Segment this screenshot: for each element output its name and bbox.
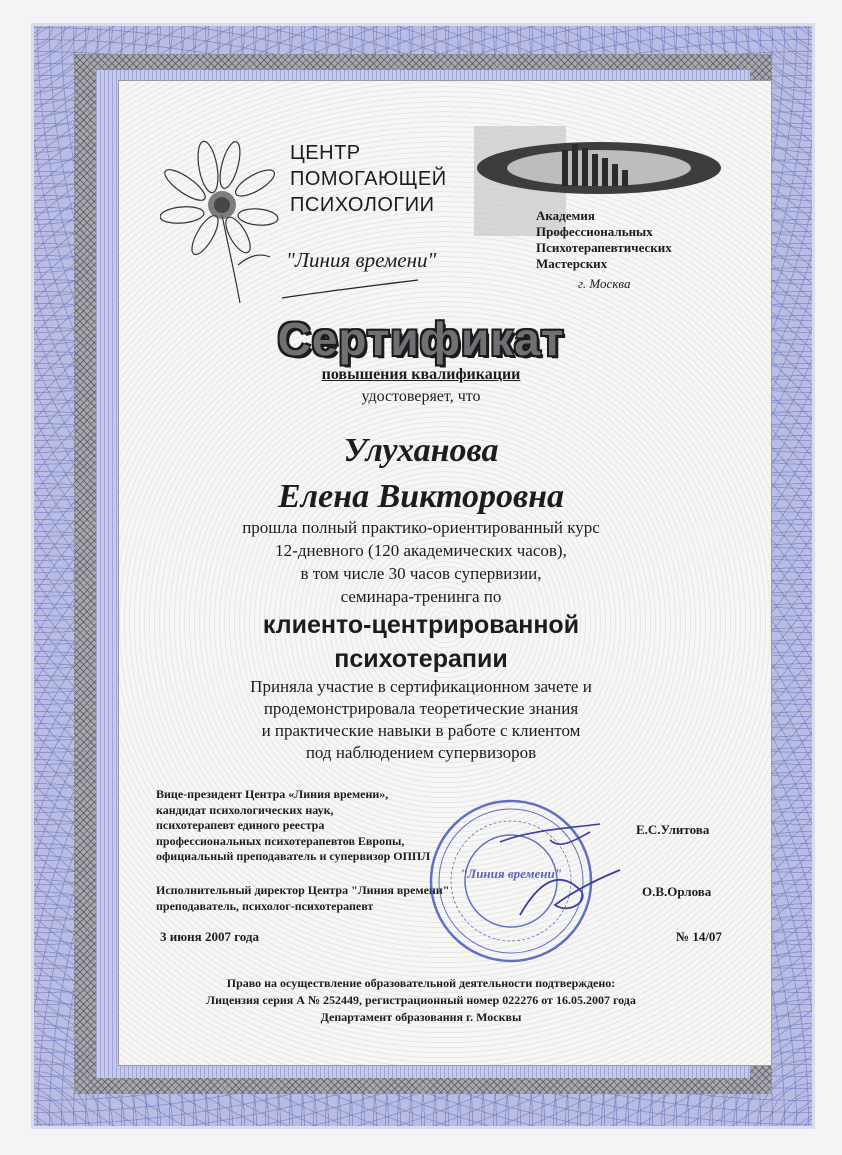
center-name-line: ПОМОГАЮЩЕЙ [290,168,447,190]
issue-date: 3 июня 2007 года [160,929,259,944]
academy-name-line: Академия [536,208,595,223]
signer1-title-line: психотерапевт единого реестра [156,818,325,832]
signer1-title-line: профессиональных психотерапевтов Европы, [156,833,405,848]
recipient-surname: Улуханова [343,432,499,469]
exam-line: и практические навыки в работе с клиентом [261,721,581,740]
signer1-title-line: Вице-президент Центра «Линия времени», [156,787,389,801]
signer1-title-line: официальный преподаватель и супервизор ОППЛ [156,849,431,863]
recipient-given-names: Елена Викторовна [277,478,565,515]
signer1-title [156,787,430,865]
certificate-subtitle [0,366,842,384]
signer2-title-line: Исполнительный директор Центра "Линия времени" [156,883,450,897]
academy-city: г. Москва [578,276,631,291]
center-name-line: ПСИХОЛОГИИ [290,194,435,216]
license-line: Право на осуществление образовательной деятельности подтверждено: [226,976,616,990]
license-line: Лицензия серия А № 252449, регистрационный номер 022276 от 16.05.2007 года [206,993,636,1007]
certificate-number: № 14/07 [676,929,722,944]
certificate-subtitle-text: повышения квалификации [321,366,521,383]
course-subject [0,608,842,676]
signer1-name: Е.С.Улитова [636,822,710,837]
exam-line: под наблюдением супервизоров [305,743,537,762]
underline-flourish-icon [280,278,420,302]
stamp-center-text: "Линия времени" [460,866,562,881]
course-line: семинара-тренинга по [340,587,502,606]
course-description [0,516,842,608]
handwritten-signatures-icon [480,820,630,930]
license-line: Департамент образования г. Москвы [320,1010,522,1024]
center-name-line: ЦЕНТР [290,142,361,164]
course-line: прошла полный практико-ориентированный курс [242,518,600,537]
course-line: в том числе 30 часов супервизии, [300,564,542,583]
signer1-title-line: кандидат психологических наук, [156,802,334,817]
license-info [0,975,842,1026]
academy-name-line: Профессиональных [536,224,653,239]
signer2-name: О.В.Орлова [642,884,712,899]
subject-line: клиенто-центрированной [262,611,580,639]
academy-name [536,208,672,272]
academy-name-line: Психотерапевтических [536,240,672,255]
signer2-title [156,883,449,914]
signer2-title-line: преподаватель, психолог-психотерапевт [156,898,374,913]
exam-description [0,676,842,764]
center-subtitle: "Линия времени" [286,248,437,272]
academy-name-line: Мастерских [536,256,608,271]
certifies-text: удостоверяет, что [361,388,481,405]
certificate-title: Сертификат [277,313,565,365]
exam-line: продемонстрировала теоретические знания [263,699,579,718]
subject-line: психотерапии [334,645,508,673]
center-name [290,140,447,218]
daisy-logo-icon [160,135,280,305]
course-line: 12-дневного (120 академических часов), [275,541,567,560]
exam-line: Приняла участие в сертификационном зачете и [250,677,592,696]
